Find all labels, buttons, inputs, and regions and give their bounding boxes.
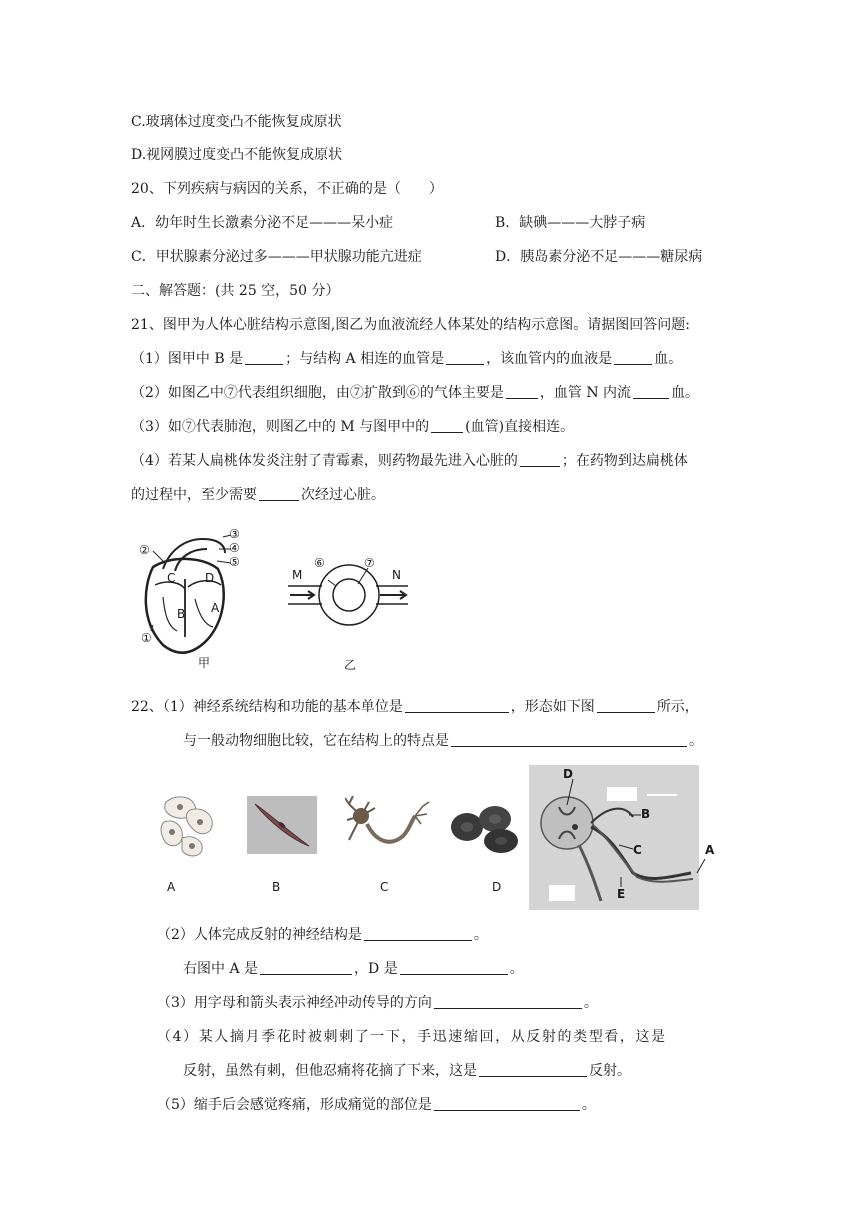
cell-image-c <box>345 796 430 854</box>
q21-part4-cont: 的过程中，至少需要 次经过心脏。 <box>131 487 385 503</box>
cell-image-d <box>445 803 525 853</box>
q19-option-c: C.玻璃体过度变凸不能恢复成原状 <box>131 114 342 130</box>
heart-label-d: D <box>205 571 215 585</box>
q22-part2: （2）人体完成反射的神经结构是 。 <box>157 927 488 943</box>
q22-part4: （4）某人摘月季花时被刺刺了一下，手迅速缩回，从反射的类型看，这是 <box>157 1029 667 1045</box>
cell-label-c: C <box>380 880 389 894</box>
vessel-caption: 乙 <box>344 658 357 672</box>
q19-option-d: D.视网膜过度变凸不能恢复成原状 <box>131 147 343 163</box>
q20-option-b: B．缺碘———大脖子病 <box>495 215 646 231</box>
q21-part4: （4）若某人扁桃体发炎注射了青霉素，则药物最先进入心脏的 ；在药物到达扁桃体 <box>131 453 688 469</box>
cell-label-d: D <box>492 880 502 894</box>
reflex-label-d: D <box>563 767 573 781</box>
cell-image-a <box>160 792 218 858</box>
reflex-label-b: B <box>641 807 651 821</box>
section-heading: 二、解答题：(共 25 空，50 分） <box>131 283 340 299</box>
q21-part1: （1）图甲中 B 是 ；与结构 A 相连的血管是 ，该血管内的血液是 血。 <box>131 351 683 367</box>
q22-part1: 22、（1）神经系统结构和功能的基本单位是 ，形态如下图 所示， <box>131 699 699 715</box>
q20-stem: 20、下列疾病与病因的关系，不正确的是（ ） <box>131 181 443 197</box>
heart-diagram <box>133 527 243 662</box>
heart-label-a: A <box>211 601 220 615</box>
q20-option-a: A．幼年时生长激素分泌不足———呆小症 <box>131 215 394 231</box>
vessel-diagram <box>284 556 414 641</box>
heart-label-c: C <box>167 571 176 585</box>
vessel-label-m: M <box>292 568 303 582</box>
vessel-label-6: ⑥ <box>314 556 325 570</box>
reflex-label-a: A <box>705 843 715 857</box>
cell-image-b <box>247 796 317 854</box>
heart-label-1: ① <box>141 631 152 645</box>
heart-label-3: ③ <box>229 527 240 541</box>
q22-part1-cont: 与一般动物细胞比较，它在结构上的特点是 。 <box>183 733 703 749</box>
vessel-label-n: N <box>392 568 401 582</box>
reflex-arc-diagram <box>529 765 719 910</box>
vessel-label-7: ⑦ <box>364 556 375 570</box>
q21-stem: 21、图甲为人体心脏结构示意图,图乙为血液流经人体某处的结构示意图。请据图回答问题: <box>131 317 690 333</box>
reflex-label-c: C <box>633 843 642 857</box>
heart-label-2: ② <box>139 543 150 557</box>
heart-label-5: ⑤ <box>229 555 240 569</box>
q22-part4-cont: 反射，虽然有刺，但他忍痛将花摘了下来，这是 反射。 <box>183 1063 631 1079</box>
cell-label-b: B <box>272 880 281 894</box>
heart-label-b: B <box>177 607 186 621</box>
heart-caption: 甲 <box>198 656 211 670</box>
heart-label-4: ④ <box>229 541 240 555</box>
q20-option-d: D．胰岛素分泌不足———糖尿病 <box>495 249 703 265</box>
q22-part2-cont: 右图中 A 是 ，D 是 。 <box>183 961 524 977</box>
q20-option-c: C．甲状腺素分泌过多———甲状腺功能亢进症 <box>131 249 422 265</box>
q22-part3: （3）用字母和箭头表示神经冲动传导的方向 。 <box>157 995 598 1011</box>
q21-part3: （3）如⑦代表肺泡，则图乙中的 M 与图甲中的 (血管)直接相连。 <box>131 419 575 435</box>
reflex-label-e: E <box>617 887 626 901</box>
q21-part2: （2）如图乙中⑦代表组织细胞，由⑦扩散到⑥的气体主要是 ，血管 N 内流 血。 <box>131 385 700 401</box>
q22-part5: （5）缩手后会感觉疼痛，形成痛觉的部位是 。 <box>157 1097 596 1113</box>
cell-label-a: A <box>167 880 176 894</box>
